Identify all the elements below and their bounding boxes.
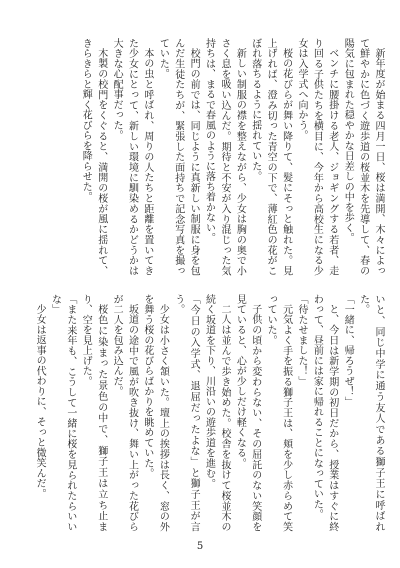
dialogue-line: 「一緒に、帰ろうぜ！」 — [342, 294, 354, 407]
dialogue-line: 「また来年も、こうして一緒に桜を見られたらいいな」 — [49, 294, 76, 532]
text-columns — [14, 38, 386, 532]
upper-paragraph: 本の虫と呼ばれ、周りの人たちと距離を置いてきた少女にとって、新しい環境に馴染めるかどうかは大きな心配事だった。 — [111, 38, 153, 276]
lower-paragraph: と、今日は新学期の初日だから、授業はすぐに終わって、昼前には家に帰れることになっていた。 — [311, 294, 338, 532]
upper-paragraph: 校門の前では、同じように真新しい制服に身を包んだ生徒たちが、緊張した面持ちで記念写真を撮っていた。 — [157, 38, 200, 276]
upper-paragraph: 桜の花びらが舞い降りて、髪にそっと触れた。見上げれば、澄み切った青空の下で、薄紅色の花がこぼれ落ちるように揺れていた。 — [249, 38, 292, 276]
upper-paragraph: 新しい制服の襟を整えながら、少女は胸の奥で小さく息を吸い込んだ。期待と不安が入り混じった気持ちは、まるで春風のように落ち着かない。 — [203, 38, 246, 276]
lower-paragraph: 子供の頃から変わらない、その屈託のない笑顔を見ていると、心が少しだけ軽くなる。 — [234, 294, 261, 532]
lower-paragraph: 坂道の途中で風が吹き抜け、舞い上がった花びらが二人を包み込んだ。 — [111, 294, 138, 532]
upper-paragraph: 木製の校門をくぐると、満開の桜が風に揺れて、きらきらと輝く花びらを降らせた。 — [80, 38, 107, 276]
upper-text-block — [14, 38, 386, 276]
lower-text-block — [14, 294, 386, 532]
lower-paragraph: 元気よく手を振る獅子王は、頬を少し赤らめて笑っていた。 — [265, 294, 292, 532]
dialogue-line: 「今日の入学式、退屈だったよな」と獅子王が言う。 — [172, 294, 200, 532]
lower-paragraph: 少女は小さく頷いた。壇上の挨拶は長く、窓の外を舞う桜の花びらばかりを眺めていた。 — [141, 294, 169, 532]
page-number: 5 — [196, 541, 204, 552]
lower-paragraph: 桜色に染まった景色の中で、獅子王は立ち止まり、空を見上げた。 — [80, 294, 107, 532]
upper-paragraph: ベンチに腰掛ける老人、ジョギングする若者、走り回る子供たちを横目に、今年から高校生になる少女は入学式へ向かう。 — [295, 38, 338, 276]
dialogue-line: 「待たせました！」 — [295, 294, 307, 387]
upper-paragraph: 新年度が始まる四月一日、桜は満開、木々によって鮮やかに色づく遊歩道の桜並木を先導して、春の陽気に包まれた穏やかな日差しの中を歩く。 — [342, 38, 384, 276]
lower-paragraph: いと、同じ中学に通う友人である獅子王に呼ばれた。 — [357, 294, 384, 532]
lower-paragraph: 少女は返事の代わりに、そっと微笑んだ。 — [34, 304, 46, 499]
lower-paragraph: 二人は並んで歩き始めた。校舎を抜けて桜並木の続く坂道を下り、川沿いの遊歩道を進む。 — [203, 294, 230, 532]
